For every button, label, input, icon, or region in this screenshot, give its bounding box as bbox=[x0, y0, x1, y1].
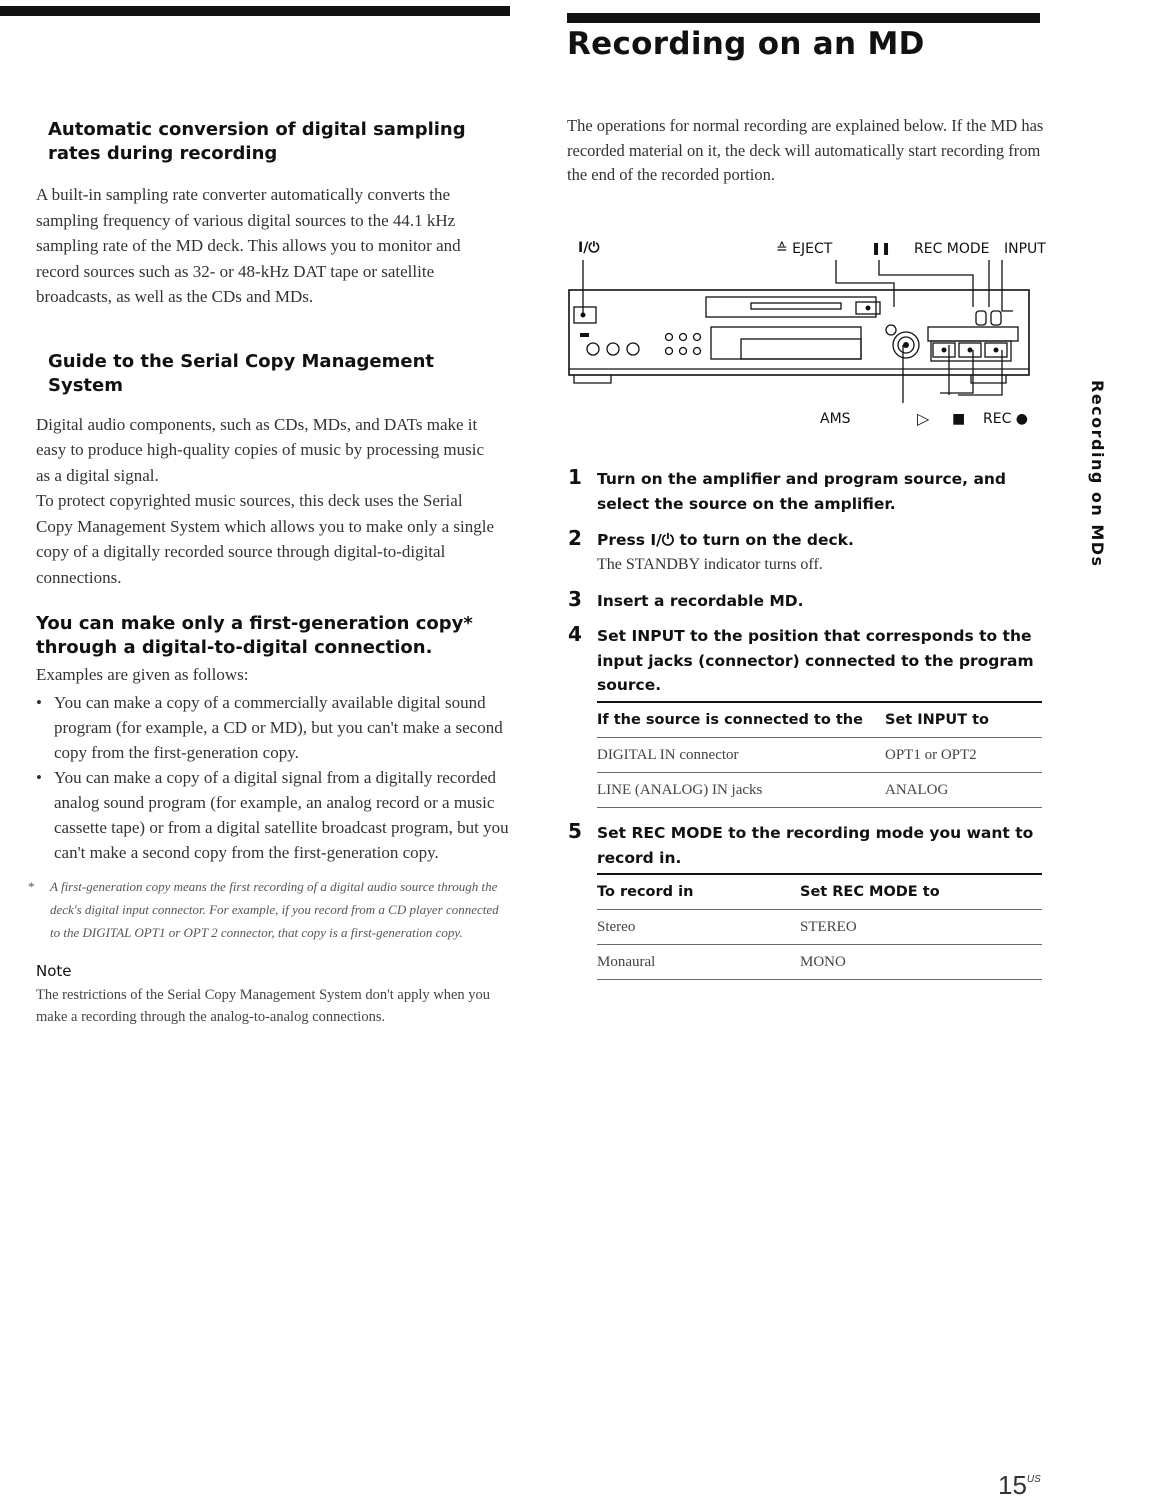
rec-mode-label: REC MODE bbox=[914, 241, 990, 257]
step-3 bbox=[568, 589, 1038, 614]
note-title: Note bbox=[36, 961, 72, 980]
rec-mode-table bbox=[597, 873, 1042, 980]
step-text: Press I/⏻ to turn on the deck. bbox=[597, 531, 854, 549]
examples-intro: Examples are given as follows: bbox=[36, 665, 249, 684]
table-row bbox=[597, 738, 1042, 773]
table-header-row bbox=[597, 874, 1042, 910]
table-cell: Stereo bbox=[597, 910, 800, 945]
table-header: To record in bbox=[597, 874, 800, 910]
eject-label: ≙ EJECT bbox=[776, 241, 833, 257]
footnote-text: A first-generation copy means the first recording of a digital audio source through the deck's digital input connector. For example, if you record from a CD player connected to the DIGITAL OPT1 or OPT 2 connector, that copy is a first-generation copy. bbox=[50, 878, 499, 940]
step-1 bbox=[568, 467, 1038, 516]
table-cell: MONO bbox=[800, 945, 1042, 980]
table-cell: STEREO bbox=[800, 910, 1042, 945]
left-top-rule bbox=[0, 6, 510, 16]
right-top-rule bbox=[567, 13, 1040, 23]
step-number: 5 bbox=[568, 819, 582, 843]
step-number: 3 bbox=[568, 587, 582, 611]
input-settings-table bbox=[597, 701, 1042, 808]
section-heading-sampling: Automatic conversion of digital sampling rates during recording bbox=[48, 119, 466, 164]
step-5 bbox=[568, 821, 1038, 870]
page-number-value: 15 bbox=[998, 1470, 1027, 1500]
table-cell: OPT1 or OPT2 bbox=[885, 738, 1042, 773]
step-text: Turn on the amplifier and program source, and select the source on the amplifier. bbox=[597, 470, 1007, 513]
table-cell: Monaural bbox=[597, 945, 800, 980]
table-row bbox=[597, 945, 1042, 980]
left-column bbox=[28, 118, 514, 1028]
step-subtext: The STANDBY indicator turns off. bbox=[597, 555, 823, 573]
table-header: Set REC MODE to bbox=[800, 874, 1042, 910]
examples-list bbox=[36, 690, 510, 865]
list-item: • You can make a copy of a commercially available digital sound program (for example, a CD or MD), but you can't make a second copy from the first-generation copy. bbox=[36, 690, 510, 765]
step-number: 2 bbox=[568, 526, 582, 550]
ams-label: AMS bbox=[820, 411, 851, 427]
table-row bbox=[597, 910, 1042, 945]
footnote bbox=[28, 875, 506, 944]
table-cell: LINE (ANALOG) IN jacks bbox=[597, 773, 885, 808]
play-label: ▷ bbox=[917, 409, 930, 428]
step-4 bbox=[568, 624, 1038, 698]
step-text: Set INPUT to the position that corresponds to the input jacks (connector) connected to the program source. bbox=[597, 627, 1034, 694]
stop-label: ■ bbox=[952, 411, 966, 427]
step-number: 1 bbox=[568, 465, 582, 489]
section-body-sampling: A built-in sampling rate converter automatically converts the sampling frequency of various digital sources to the 44.1 kHz sampling rate of the MD deck. This allows you to monitor and record sources such as 32- or 48-kHz DAT tape or satellite broadcasts, as well as the CDs and MDs. bbox=[36, 185, 461, 306]
step-2 bbox=[568, 528, 1038, 577]
note-body: The restrictions of the Serial Copy Management System don't apply when you make a recording through the analog-to-analog connections. bbox=[36, 986, 491, 1025]
table-header: Set INPUT to bbox=[885, 702, 1042, 738]
step-number: 4 bbox=[568, 622, 582, 646]
section-body-scms-2: To protect copyrighted music sources, this deck uses the Serial Copy Management System which allows you to make only a single copy of a digitally recorded source through digital-to-digital connections. bbox=[36, 491, 494, 587]
side-tab: Recording on MDs bbox=[1088, 380, 1107, 568]
page-title: Recording on an MD bbox=[567, 26, 925, 62]
page-number-suffix: US bbox=[1026, 1474, 1041, 1485]
table-header-row bbox=[597, 702, 1042, 738]
list-item: • You can make a copy of a digital signal from a digitally recorded analog sound program (for example, an analog record or a music cassette tape) or from a digital satellite broadcast program, but you can't make a second copy from the first-generation copy. bbox=[36, 765, 510, 865]
deck-front-panel-diagram bbox=[566, 255, 1036, 410]
section-heading-scms: Guide to the Serial Copy Management System bbox=[48, 350, 435, 396]
pause-label: ❚❚ bbox=[871, 241, 892, 255]
footnote-mark: * bbox=[28, 878, 35, 894]
step-text: Set REC MODE to the recording mode you want to record in. bbox=[597, 824, 1034, 867]
input-label: INPUT bbox=[1004, 241, 1046, 257]
table-cell: ANALOG bbox=[885, 773, 1042, 808]
table-header: If the source is connected to the bbox=[597, 702, 885, 738]
step-text: Insert a recordable MD. bbox=[597, 592, 804, 610]
page-number bbox=[998, 1470, 1041, 1501]
section-body-scms-1: Digital audio components, such as CDs, MDs, and DATs make it easy to produce high-quality copies of music by processing music as a digital signal. bbox=[36, 414, 485, 485]
table-row bbox=[597, 773, 1042, 808]
power-label: I/⏻ bbox=[578, 240, 600, 256]
intro-paragraph: The operations for normal recording are explained below. If the MD has recorded material on it, the deck will automatically start recording from the end of the recorded portion. bbox=[567, 116, 1044, 184]
rec-label: REC ● bbox=[983, 411, 1029, 427]
section-heading-first-generation: You can make only a first-generation copy* through a digital-to-digital connection. bbox=[36, 613, 473, 658]
table-cell: DIGITAL IN connector bbox=[597, 738, 885, 773]
